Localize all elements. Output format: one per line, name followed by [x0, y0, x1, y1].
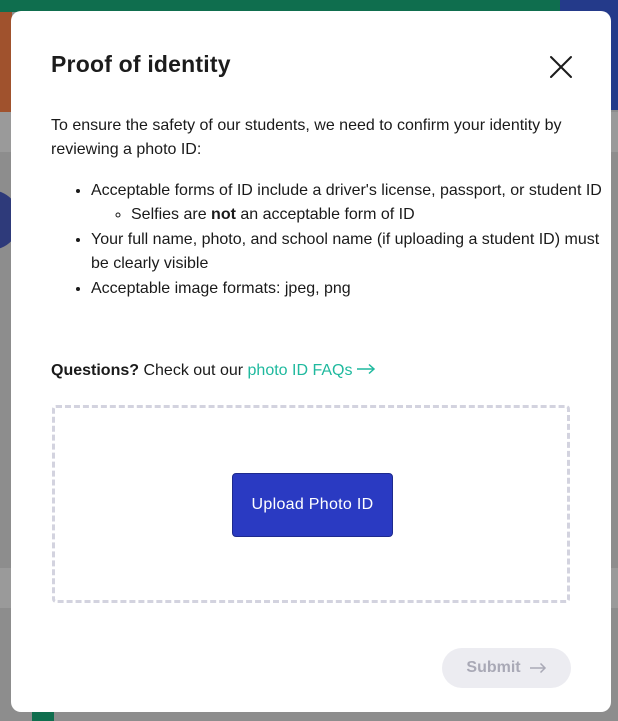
sub-requirements-list [91, 203, 616, 227]
modal-title: Proof of identity [51, 51, 231, 77]
list-item [91, 179, 616, 227]
list-item [91, 277, 616, 301]
requirement-text: Acceptable forms of ID include a driver's license, passport, or student ID [91, 182, 602, 199]
arrow-right-icon [529, 662, 547, 674]
submit-label: Submit [466, 659, 521, 676]
questions-line [51, 359, 376, 383]
questions-label: Questions? [51, 362, 140, 379]
intro-text: To ensure the safety of our students, we need to confirm your identity by reviewing a photo ID: [51, 117, 562, 158]
list-item [91, 228, 616, 276]
requirements-list [51, 179, 616, 302]
upload-photo-id-button[interactable]: Upload Photo ID [232, 473, 393, 537]
close-icon [543, 49, 579, 85]
list-item [131, 203, 616, 227]
submit-button[interactable] [442, 648, 571, 688]
photo-id-faqs-link[interactable] [248, 362, 377, 379]
sub-requirement-bold: not [211, 206, 236, 223]
faq-link-label: photo ID FAQs [247, 362, 353, 379]
requirement-text: Your full name, photo, and school name (if uploading a student ID) must be clearly visible [91, 231, 600, 272]
requirement-text: Acceptable image formats: jpeg, png [91, 280, 351, 297]
questions-text: Check out our [139, 362, 248, 379]
upload-dropzone[interactable] [52, 405, 570, 603]
close-button[interactable] [543, 49, 579, 85]
proof-of-identity-modal [11, 11, 611, 712]
background-footer-accent [32, 711, 54, 721]
arrow-right-icon [356, 363, 376, 375]
sub-requirement-before: Selfies are [131, 206, 212, 223]
sub-requirement-after: an acceptable form of ID [235, 206, 415, 223]
